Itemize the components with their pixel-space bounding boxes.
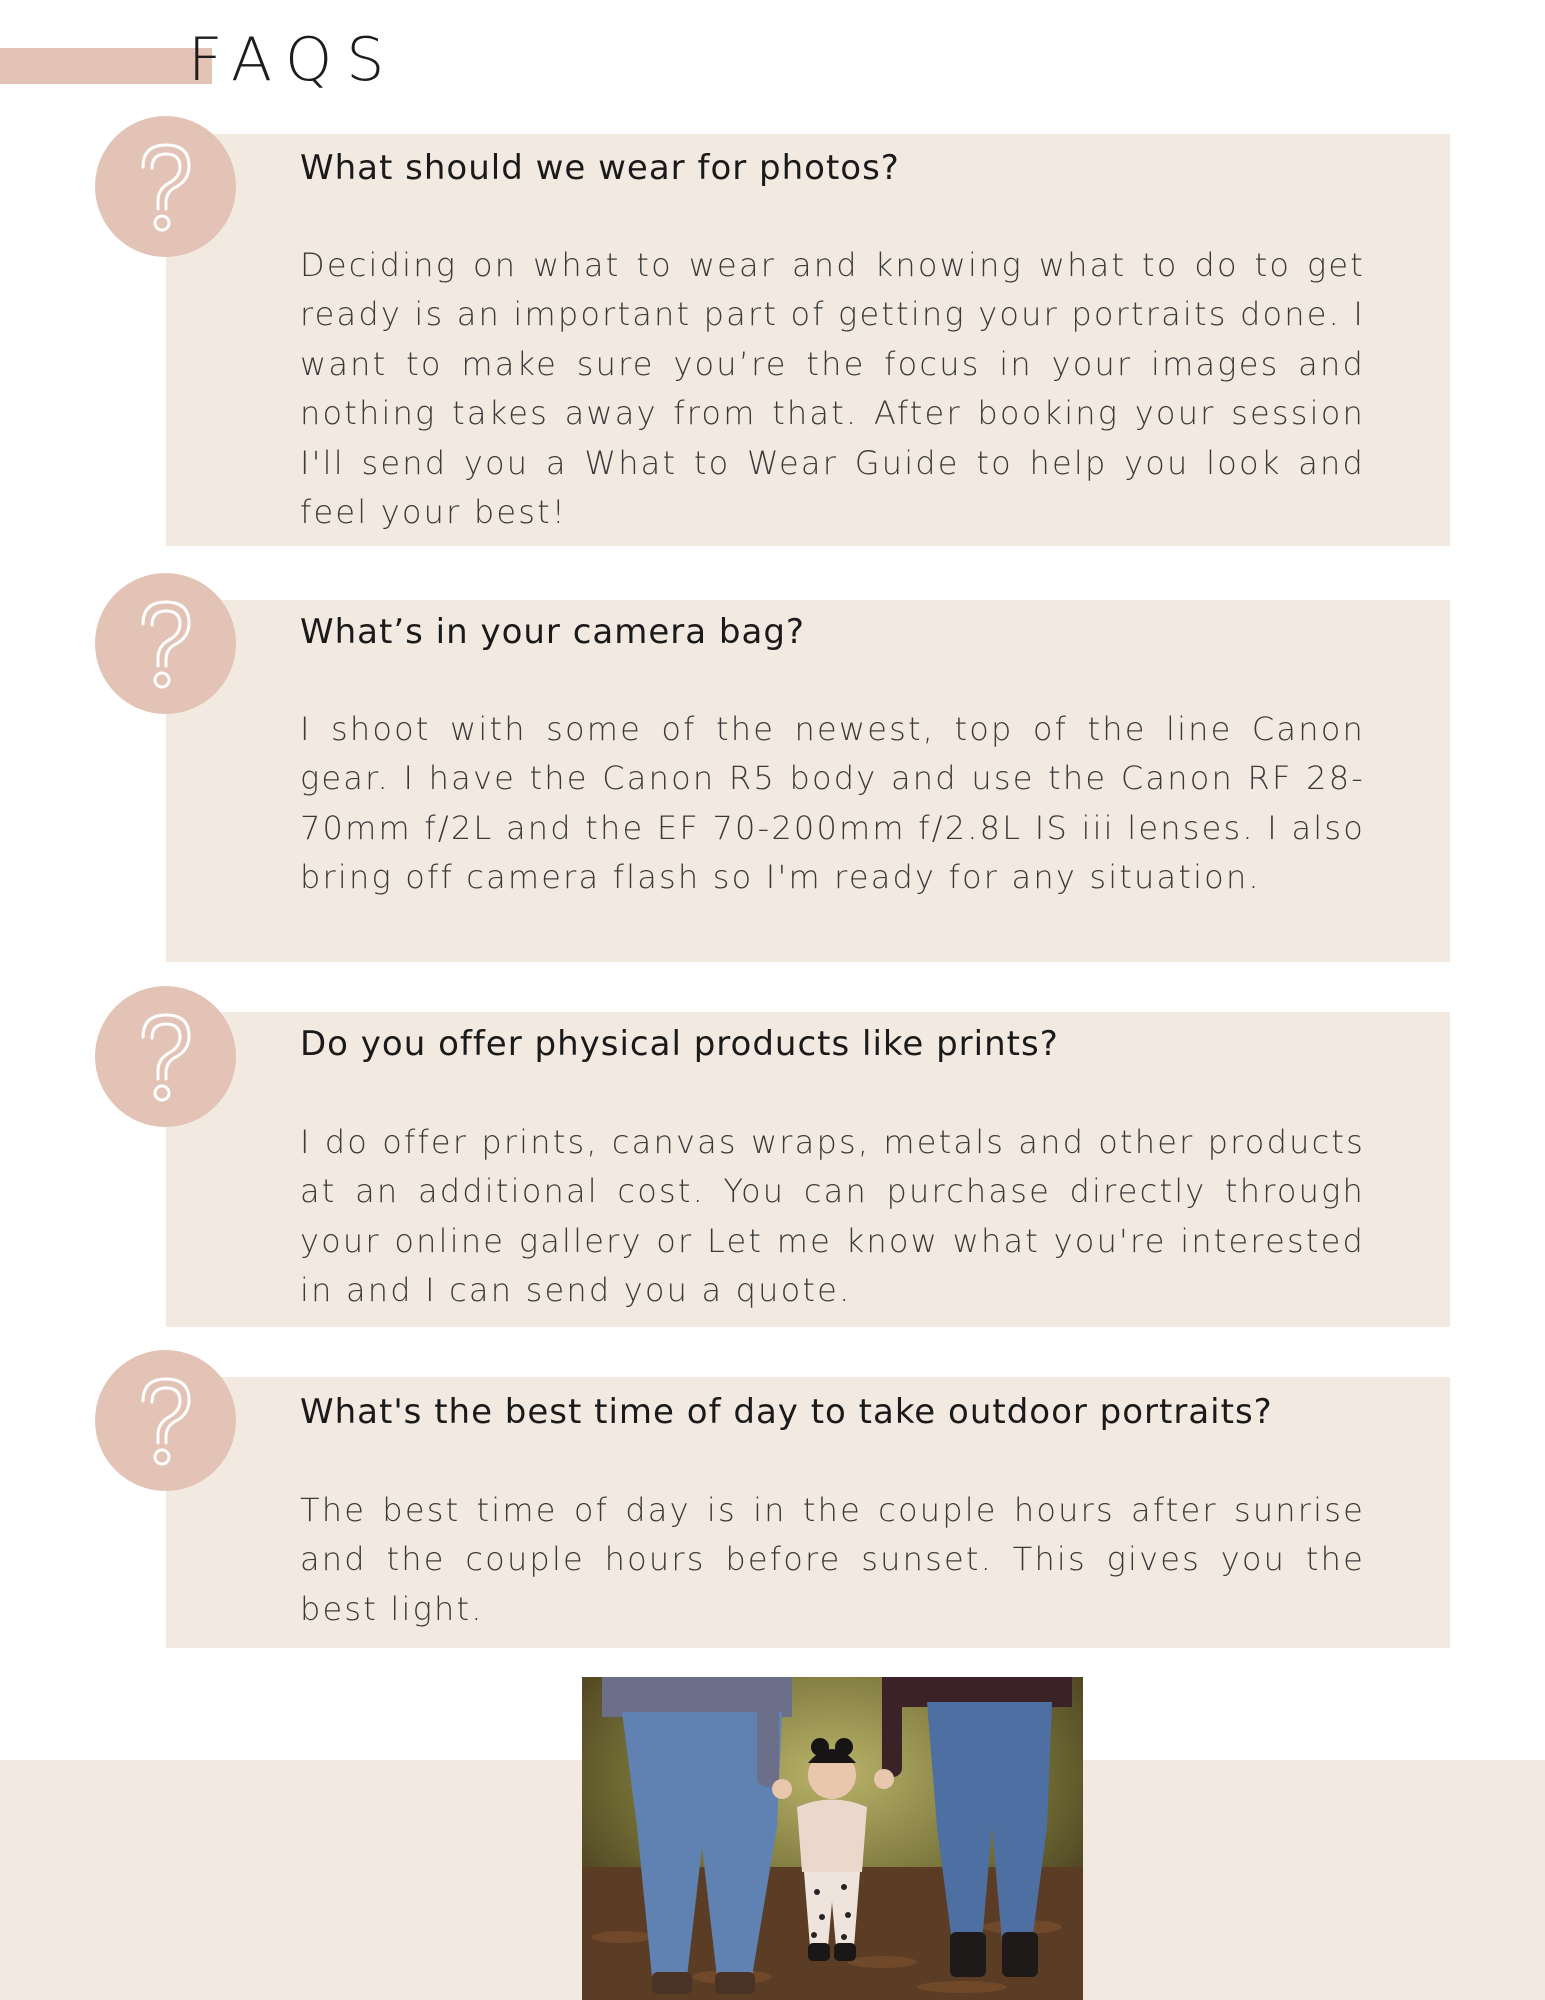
- faq-question-1: What should we wear for photos?: [300, 148, 900, 188]
- faq-question-3: Do you offer physical products like prints?: [300, 1024, 1059, 1064]
- faq-question-2: What’s in your camera bag?: [300, 612, 805, 652]
- question-mark-icon: [126, 1371, 206, 1471]
- faq-circle-4: [95, 1350, 236, 1491]
- faq-answer-2: I shoot with some of the newest, top of the line Canon gear. I have the Canon R5 body and use the Canon RF 28-70mm f/2L and the EF 70-200mm f/2.8L IS iii lenses. I also bring off camera flash so I'm ready for any situation.: [300, 710, 1365, 897]
- family-photo: [582, 1677, 1083, 2000]
- page-title: FAQS: [188, 25, 399, 95]
- faq-circle-2: [95, 573, 236, 714]
- faq-answer-3: I do offer prints, canvas wraps, metals and other products at an additional cost. You can purchase directly through your online gallery or Let me know what you're interested in and I can send you a quote.: [300, 1123, 1365, 1310]
- question-mark-icon: [126, 137, 206, 237]
- question-mark-icon: [126, 1007, 206, 1107]
- faq-circle-1: [95, 116, 236, 257]
- family-photo-illustration: [582, 1677, 1083, 2000]
- faq-answer-4: The best time of day is in the couple hours after sunrise and the couple hours before sunset. This gives you the best light.: [300, 1491, 1365, 1628]
- faq-question-4: What's the best time of day to take outdoor portraits?: [300, 1392, 1273, 1432]
- title-accent-bar: [0, 48, 212, 84]
- faq-circle-3: [95, 986, 236, 1127]
- question-mark-icon: [126, 594, 206, 694]
- faq-answer-1: Deciding on what to wear and knowing what to do to get ready is an important part of getting your portraits done. I want to make sure you’re the focus in your images and nothing takes away from that. After booking your session I'll send you a What to Wear Guide to help you look and feel your best!: [300, 246, 1365, 532]
